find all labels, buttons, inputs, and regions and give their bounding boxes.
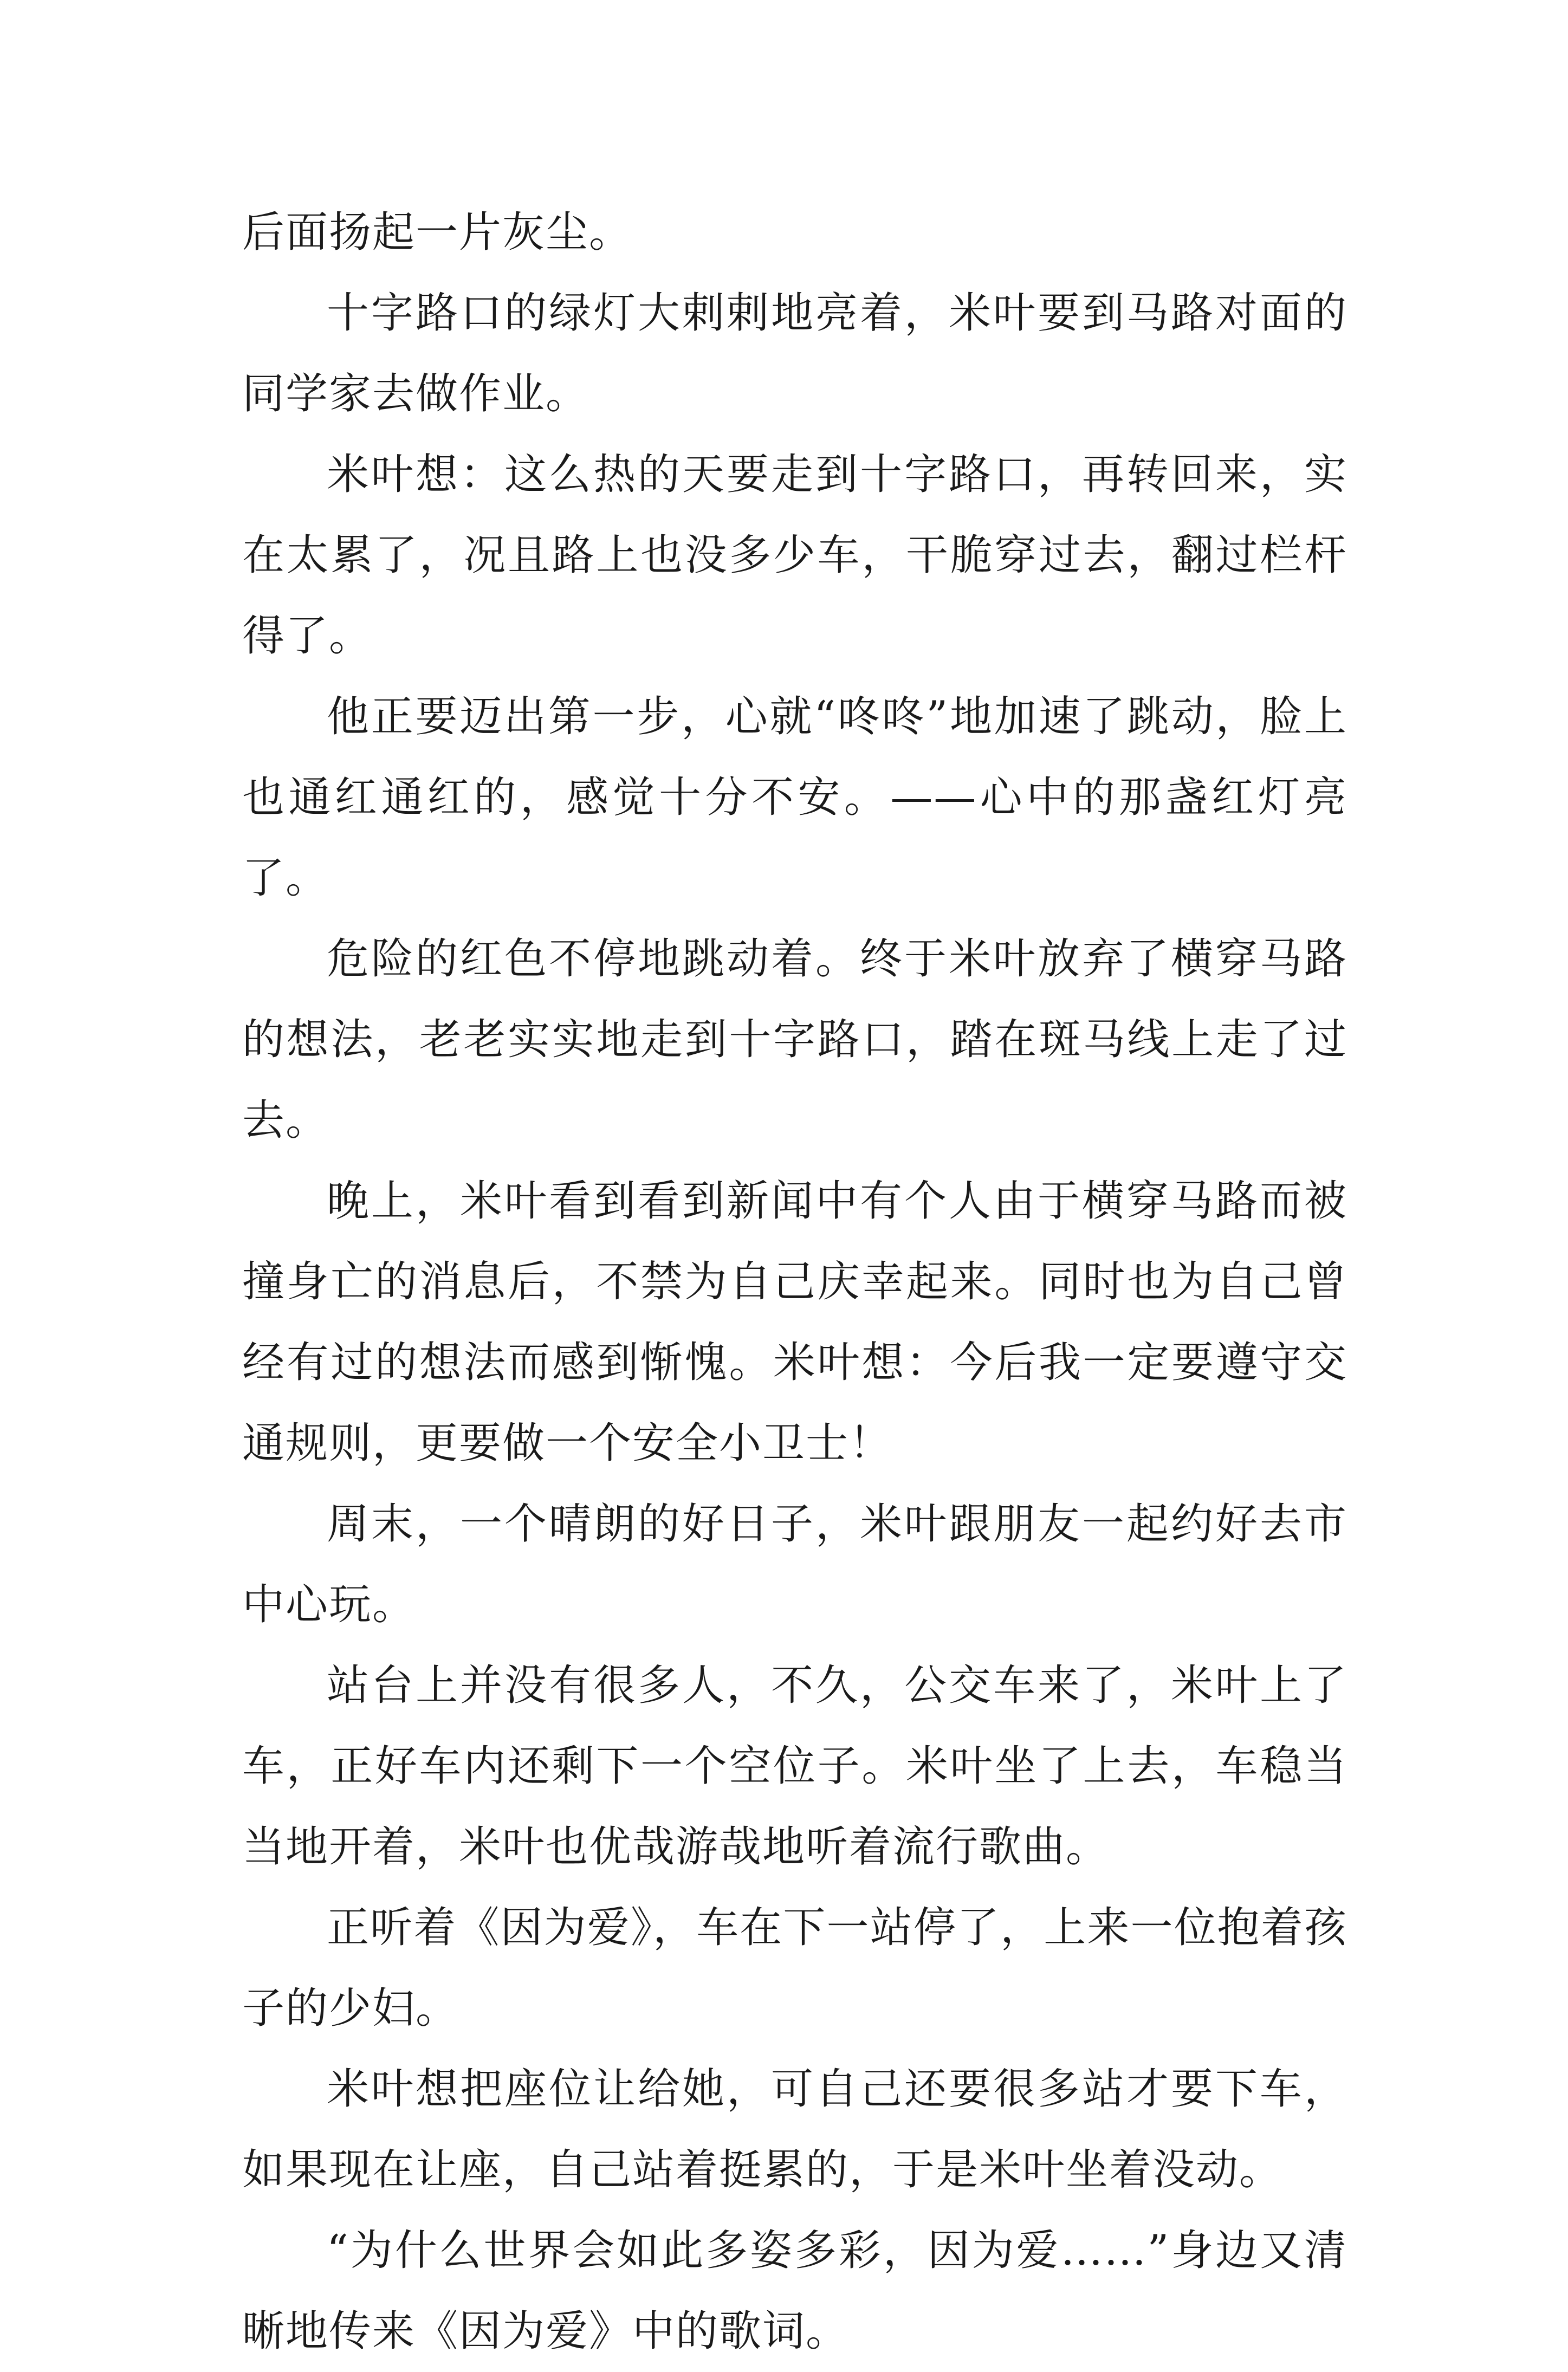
paragraph: 米叶想把座位让给她，可自己还要很多站才要下车，如果现在让座，自己站着挺累的，于是米叶坐着没动。 [242,2065,1347,2194]
paragraph: 他正要迈出第一步，心就“咚咚”地加速了跳动，脸上也通红通红的，感觉十分不安。——心中的那盏红灯亮了。 [242,692,1347,903]
paragraph: 晚上，米叶看到看到新闻中有个人由于横穿马路而被撞身亡的消息后，不禁为自己庆幸起来。同时也为自己曾经有过的想法而感到惭愧。米叶想：今后我一定要遵守交通规则，更要做一个安全小卫士！ [242,1177,1347,1468]
document-body [242,192,1347,2372]
paragraph: “为什么世界会如此多姿多彩，因为爱……”身边又清晰地传来《因为爱》中的歌词。 [242,2226,1347,2356]
paragraph: 周末，一个晴朗的好日子，米叶跟朋友一起约好去市中心玩。 [242,1500,1347,1629]
paragraph: 正听着《因为爱》，车在下一站停了，上来一位抱着孩子的少妇。 [242,1903,1347,2033]
paragraph: 后面扬起一片灰尘。 [242,208,633,257]
paragraph: 十字路口的绿灯大剌剌地亮着，米叶要到马路对面的同学家去做作业。 [242,289,1347,418]
paragraph: 米叶想：这么热的天要走到十字路口，再转回来，实在太累了，况且路上也没多少车，干脆穿过去，翻过栏杆得了。 [242,450,1347,660]
paragraph: 危险的红色不停地跳动着。终于米叶放弃了横穿马路的想法，老老实实地走到十字路口，踏在斑马线上走了过去。 [242,935,1347,1145]
paragraph: 站台上并没有很多人，不久，公交车来了，米叶上了车，正好车内还剩下一个空位子。米叶坐了上去，车稳当当地开着，米叶也优哉游哉地听着流行歌曲。 [242,1661,1347,1871]
